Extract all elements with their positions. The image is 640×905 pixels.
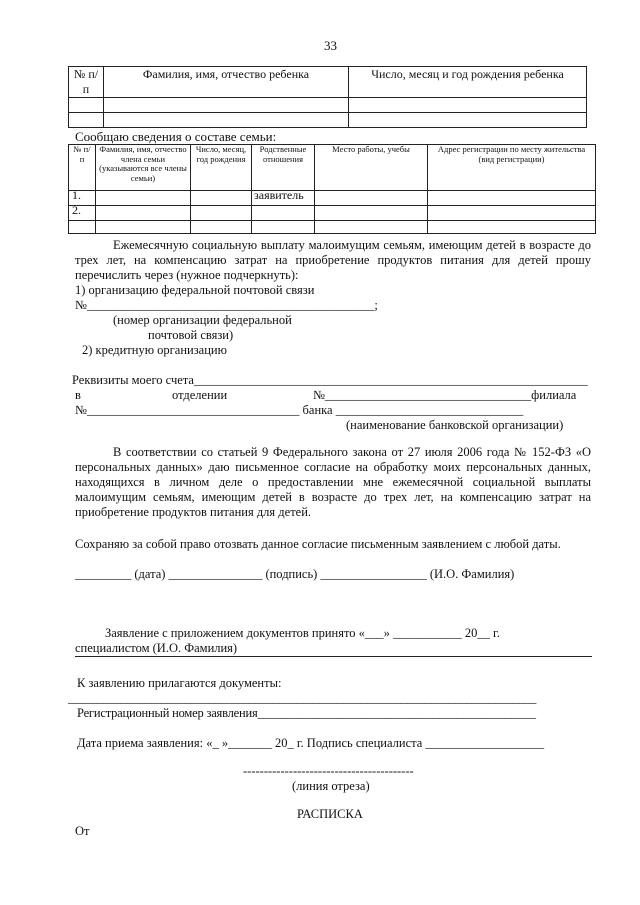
table-row	[69, 221, 596, 234]
col-header-child-birth: Число, месяц и год рождения ребенка	[349, 67, 587, 98]
registration-number-field[interactable]: Регистрационный номер заявления______________________________________________	[77, 706, 536, 720]
table-cell[interactable]	[96, 221, 191, 234]
account-branch-label: отделении	[172, 388, 228, 402]
col-header-work: Место работы, учебы	[315, 145, 428, 191]
cut-line-label: (линия отреза)	[292, 779, 370, 793]
table-row	[69, 191, 596, 206]
table-cell[interactable]	[428, 221, 596, 234]
table-row	[69, 98, 587, 113]
table-cell[interactable]	[104, 113, 349, 128]
accepted-line[interactable]: Заявление с приложением документов принято «___» ___________ 20__ г.	[105, 626, 500, 640]
col-header-child-name: Фамилия, имя, отчество ребенка	[104, 67, 349, 98]
table-cell[interactable]	[191, 191, 252, 206]
table-cell[interactable]	[191, 206, 252, 221]
table-cell[interactable]	[349, 98, 587, 113]
table-cell[interactable]	[69, 113, 104, 128]
bank-name-note: (наименование банковской организации)	[346, 418, 564, 432]
branch-number-field[interactable]: №_________________________________филиала	[313, 388, 577, 402]
table-row	[69, 206, 596, 221]
col-header-num: № п/ п	[69, 145, 96, 191]
col-header-relation: Родственные отношения	[252, 145, 315, 191]
receipt-title: РАСПИСКА	[297, 807, 363, 821]
col-header-num: № п/п	[69, 67, 104, 98]
table-cell[interactable]	[315, 221, 428, 234]
family-table	[68, 144, 596, 234]
revoke-statement: Сохраняю за собой право отозвать данное согласие письменным заявлением с любой даты.	[75, 537, 561, 551]
consent-paragraph: В соответствии со статьей 9 Федерального закона от 27 июля 2006 года № 152-ФЗ «О персональных данных» даю письменное согласие на обработку моих персональных данных, находящихся в личном деле о предоставлении мне ежемесячной социальной выплаты малоимущим семьям, имеющим детей в возрасте до трех лет, на компенсацию затрат на приобретение продуктов питания для детей.	[75, 445, 591, 519]
option-postal[interactable]: 1) организацию федеральной почтовой связи	[75, 283, 315, 297]
table-cell[interactable]	[96, 191, 191, 206]
account-details-field[interactable]: Реквизиты моего счета_______________________________________________________________	[72, 373, 588, 387]
table-cell[interactable]	[69, 221, 96, 234]
bank-number-field[interactable]: №__________________________________ банка ______________________________	[75, 403, 524, 417]
receipt-from: От	[75, 824, 90, 838]
signature-line[interactable]: _________ (дата) _______________ (подпись) _________________ (И.О. Фамилия)	[75, 567, 515, 581]
col-header-address: Адрес регистрации по месту жительства (вид регистрации)	[428, 145, 596, 191]
cut-line: -----------------------------------------	[243, 764, 414, 778]
page-number: 33	[324, 38, 337, 53]
table-cell[interactable]	[428, 206, 596, 221]
table-cell[interactable]	[315, 191, 428, 206]
col-header-birth: Число, месяц, год рождения	[191, 145, 252, 191]
relation-cell: заявитель	[252, 191, 315, 206]
postal-number-note-1: (номер организации федеральной	[113, 313, 292, 327]
table-cell[interactable]	[252, 206, 315, 221]
table-cell[interactable]	[104, 98, 349, 113]
table-cell[interactable]	[252, 221, 315, 234]
table-cell[interactable]	[428, 191, 596, 206]
children-table	[68, 66, 587, 128]
specialist-line[interactable]: специалистом (И.О. Фамилия)	[75, 641, 238, 655]
postal-number-field[interactable]: №______________________________________________;	[75, 298, 378, 312]
col-header-member-name: Фамилия, имя, отчество члена семьи (указываются все члены семьи)	[96, 145, 191, 191]
table-cell[interactable]	[349, 113, 587, 128]
postal-number-note-2: почтовой связи)	[148, 328, 234, 342]
table-cell[interactable]	[96, 206, 191, 221]
attachments-label: К заявлению прилагаются документы:	[77, 676, 282, 690]
table-cell[interactable]	[315, 206, 428, 221]
row-number: 2.	[69, 206, 96, 221]
option-credit-org[interactable]: 2) кредитную организацию	[82, 343, 227, 357]
account-in: в	[75, 388, 81, 402]
divider	[75, 656, 592, 657]
date-sign-line[interactable]: Дата приема заявления: «_ »_______ 20_ г. Подпись специалиста ___________________	[77, 736, 545, 750]
table-cell[interactable]	[69, 98, 104, 113]
row-number: 1.	[69, 191, 96, 206]
table-cell[interactable]	[191, 221, 252, 234]
family-intro: Сообщаю сведения о составе семьи:	[75, 129, 277, 144]
table-row	[69, 113, 587, 128]
payment-paragraph: Ежемесячную социальную выплату малоимущим семьям, имеющим детей в возрасте до трех лет, на компенсацию затрат на приобретение продуктов питания для детей прошу перечислить через (нужное подчеркнуть):	[75, 238, 591, 282]
attachments-field[interactable]: ________________________________________________________________________________	[68, 691, 537, 705]
